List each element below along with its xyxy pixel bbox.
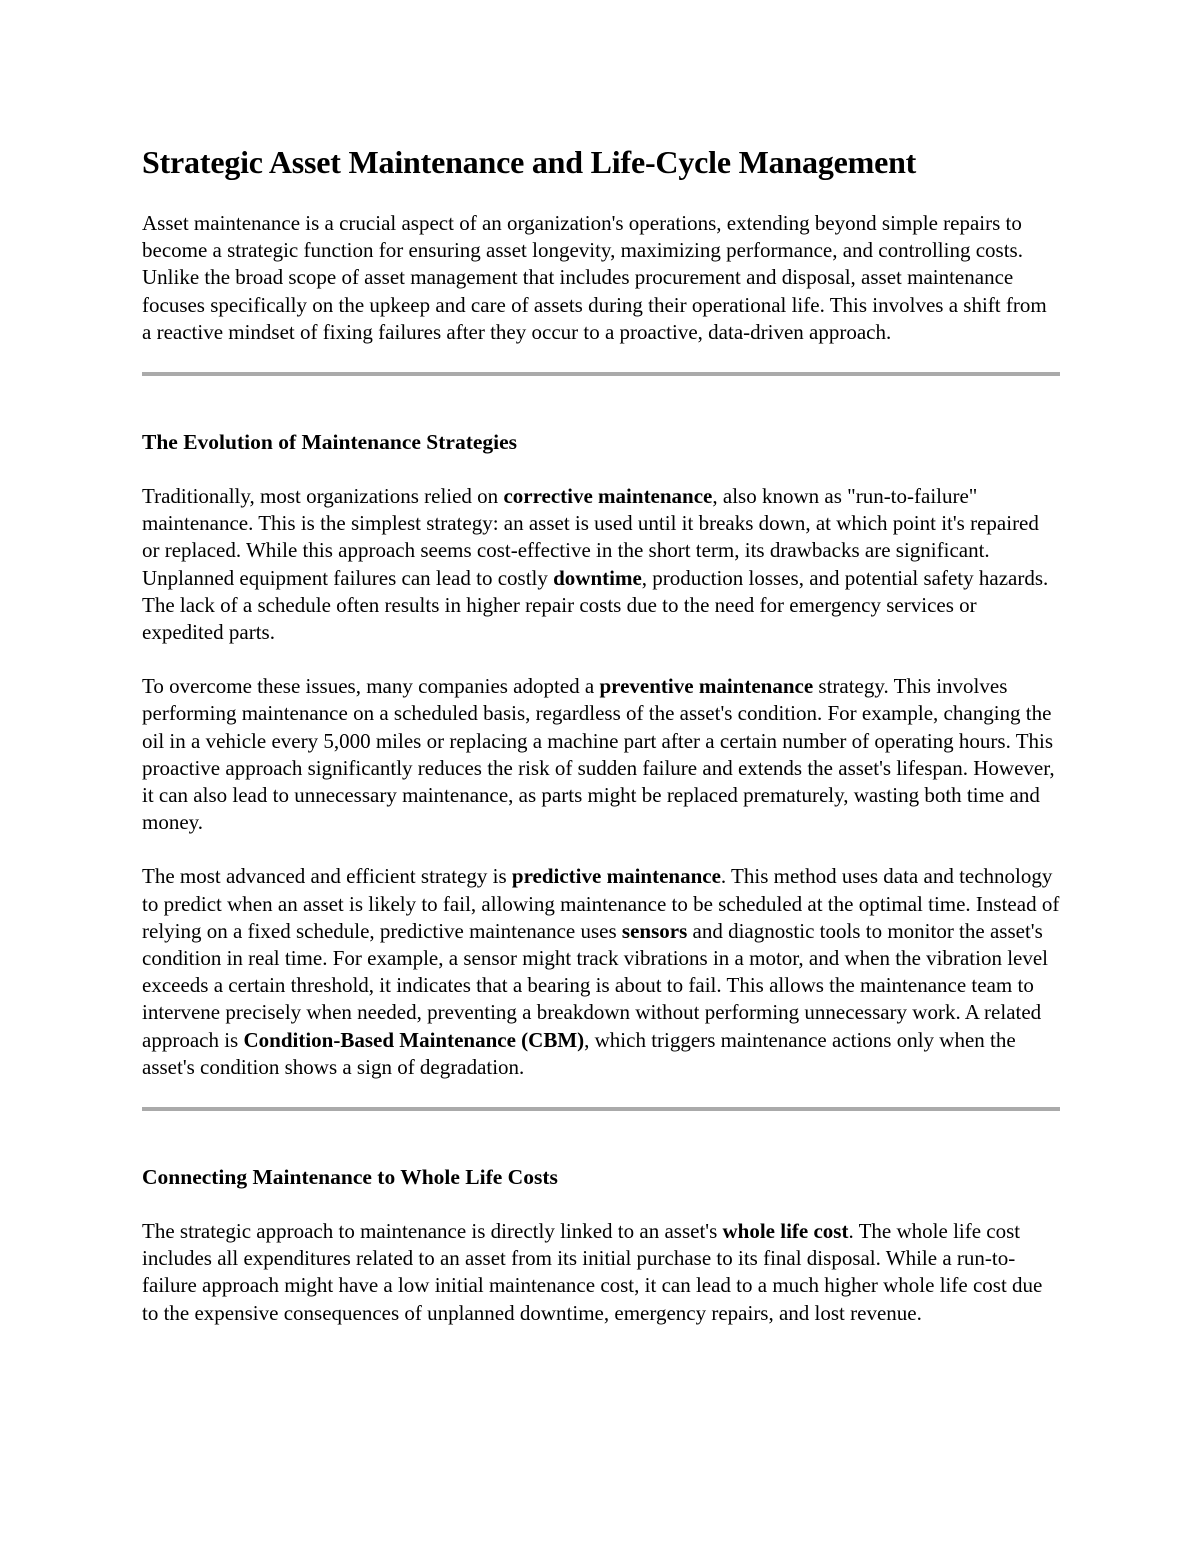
paragraph-whole-life-cost: [142, 1218, 1060, 1327]
paragraph-text: . This method uses data and technology to predict when an asset is likely to fail, allowing maintenance to be scheduled at the optimal time. Instead of relying on a fixed schedule, predictive maintenance uses: [142, 864, 1060, 943]
document-title: Strategic Asset Maintenance and Life-Cycle Management: [142, 144, 917, 180]
paragraph-preventive-maintenance: [142, 673, 1060, 836]
section-divider: [142, 372, 1060, 376]
paragraph-text: strategy. This involves performing maintenance on a scheduled basis, regardless of the asset's condition. For example, changing the oil in a vehicle every 5,000 miles or replacing a machine part after a certain number of operating hours. This proactive approach significantly reduces the risk of sudden failure and extends the asset's lifespan. However, it can also lead to unnecessary maintenance, as parts might be replaced prematurely, wasting both time and money.: [142, 674, 1055, 835]
bold-term: corrective maintenance: [503, 484, 713, 509]
bold-term: downtime: [553, 565, 642, 590]
paragraph-predictive-maintenance: [142, 863, 1060, 1081]
bold-term: predictive maintenance: [511, 864, 721, 889]
intro-paragraph: Asset maintenance is a crucial aspect of an organization's operations, extending beyond simple repairs to become a strategic function for ensuring asset longevity, maximizing performance, and controlling costs. Unlike the broad scope of asset management that includes procurement and disposal, asset maintenance focuses specifically on the upkeep and care of assets during their operational life. This involves a shift from a reactive mindset of fixing failures after they occur to a proactive, data-driven approach.: [142, 211, 1047, 344]
paragraph-text: The most advanced and efficient strategy is: [142, 864, 512, 889]
paragraph-corrective-maintenance: [142, 483, 1060, 646]
paragraph-text: The strategic approach to maintenance is directly linked to an asset's: [142, 1219, 723, 1244]
paragraph-text: , production losses, and potential safety hazards. The lack of a schedule often results in higher repair costs due to the need for emergency services or expedited parts.: [142, 565, 1049, 645]
bold-term: sensors: [621, 918, 688, 943]
paragraph-text: To overcome these issues, many companies adopted a: [142, 674, 600, 699]
paragraph-text: Traditionally, most organizations relied on: [142, 484, 504, 509]
bold-term: preventive maintenance: [599, 674, 814, 699]
section-heading-evolution: The Evolution of Maintenance Strategies: [142, 430, 518, 455]
paragraph-text: . The whole life cost includes all expenditures related to an asset from its initial purchase to its final disposal. While a run-to-failure approach might have a low initial maintenance cost, it can lead to a much higher whole life cost due to the expensive consequences of unplanned downtime, emergency repairs, and lost revenue.: [142, 1219, 1043, 1325]
paragraph-text: , also known as "run-to-failure" maintenance. This is the simplest strategy: an asset is used until it breaks down, at which point it's repaired or replaced. While this approach seems cost-effective in the short term, its drawbacks are significant. Unplanned equipment failures can lead to costly: [142, 484, 1039, 590]
bold-term: Condition-Based Maintenance (CBM): [243, 1027, 585, 1052]
section-heading-whole-life-costs: Connecting Maintenance to Whole Life Costs: [142, 1165, 558, 1190]
section-divider: [142, 1107, 1060, 1111]
document-page: [142, 143, 1060, 1327]
paragraph-text: and diagnostic tools to monitor the asset's condition in real time. For example, a sensor might track vibrations in a motor, and when the vibration level exceeds a certain threshold, it indicates that a bearing is about to fail. This allows the maintenance team to intervene precisely when needed, preventing a breakdown without performing unnecessary work. A related approach is: [142, 918, 1049, 1052]
bold-term: whole life cost: [722, 1219, 849, 1244]
paragraph-text: , which triggers maintenance actions only when the asset's condition shows a sign of degradation.: [142, 1027, 1016, 1079]
